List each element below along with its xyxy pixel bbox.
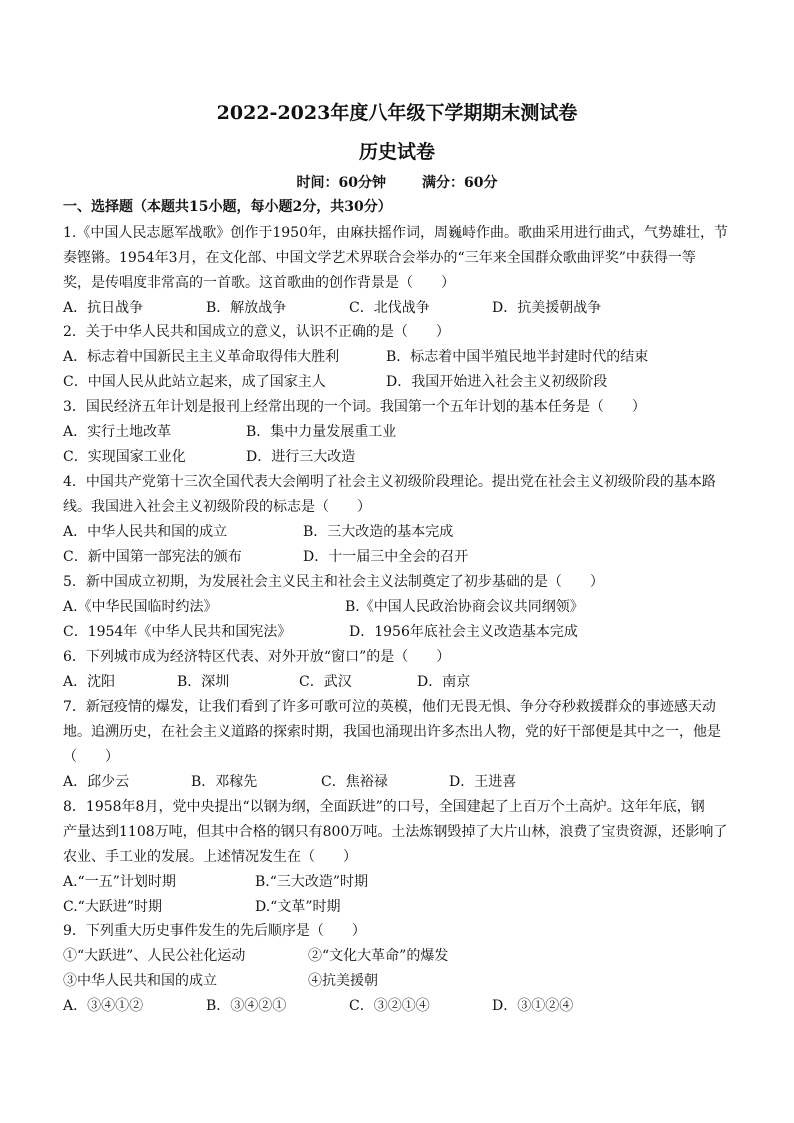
exam-subject: 历史试卷 [358, 141, 435, 163]
question-9-events-row-2 [63, 971, 743, 991]
q9-event-2: ②“文化大革命”的爆发 [308, 948, 449, 964]
question-2-options-row-2 [63, 372, 743, 392]
question-8-stem-line-1: 8．1958年8月，党中央提出“以钢为纲，全面跃进”的口号，全国建起了上百万个土高炉。这年年底，钢 [63, 799, 705, 815]
exam-time: 时间：60分钟 [296, 175, 386, 191]
question-7-stem-line-2: 地。追溯历史，在社会主义道路的探索时期，我国也涌现出许多杰出人物，党的好干部便是其中之一，他是 [63, 724, 721, 740]
q6-option-a: A．沈阳 [63, 674, 116, 690]
q5-option-d: D．1956年底社会主义改造基本完成 [349, 624, 578, 640]
question-3-stem: 3．国民经济五年计划是报刊上经常出现的一个词。我国第一个五年计划的基本任务是（ ） [63, 399, 646, 415]
q9-option-a: A．③④①② [63, 998, 144, 1014]
question-1-stem-line-3: 奖，是传唱度非常高的一首歌。这首歌曲的创作背景是（ ） [63, 275, 455, 291]
q6-option-b: B．深圳 [177, 674, 230, 690]
q5-option-b: B.《中国人民政治协商会议共同纲领》 [345, 599, 584, 615]
q9-option-b: B．③④②① [206, 998, 287, 1014]
exam-info [0, 172, 794, 192]
q9-event-3: ③中华人民共和国的成立 [63, 973, 217, 989]
q7-option-d: D．王进喜 [449, 774, 517, 790]
q2-option-c: C．中国人民从此站立起来，成了国家主人 [63, 374, 326, 390]
q9-event-1: ①“大跃进”、人民公社化运动 [63, 948, 246, 964]
q7-option-b: B．邓稼先 [191, 774, 258, 790]
q7-option-c: C．焦裕禄 [321, 774, 388, 790]
question-5-stem: 5．新中国成立初期，为发展社会主义民主和社会主义法制奠定了初步基础的是（ ） [63, 574, 604, 590]
q6-option-c: C．武汉 [299, 674, 352, 690]
exam-score: 满分：60分 [422, 175, 498, 191]
question-1-options [63, 298, 743, 318]
q8-option-a: A.“一五”计划时期 [63, 874, 176, 890]
section-heading: 一、选择题（本题共15小题，每小题2分，共30分） [63, 199, 392, 215]
q9-event-4: ④抗美援朝 [308, 973, 378, 989]
q2-option-a: A．标志着中国新民主主义革命取得伟大胜利 [63, 349, 340, 365]
exam-title: 2022-2023年度八年级下学期期末测试卷 [216, 102, 578, 124]
question-7-options [63, 772, 743, 792]
question-4-stem-line-1: 4．中国共产党第十三次全国代表大会阐明了社会主义初级阶段理论。提出党在社会主义初级阶段的基本路 [63, 474, 716, 490]
q3-option-c: C．实现国家工业化 [63, 449, 186, 465]
q5-option-c: C．1954年《中华人民共和国宪法》 [63, 624, 292, 640]
q9-option-d: D．③①②④ [492, 998, 574, 1014]
q9-option-c: C．③②①④ [349, 998, 430, 1014]
question-7-stem-line-3: （ ） [63, 749, 119, 765]
q2-option-b: B．标志着中国半殖民地半封建时代的结束 [386, 349, 649, 365]
question-5-options-row-2 [63, 622, 743, 642]
question-2-stem: 2．关于中华人民共和国成立的意义，认识不正确的是（ ） [63, 324, 450, 340]
question-9-events-row-1 [63, 946, 743, 966]
q1-option-a: A．抗日战争 [63, 300, 144, 316]
q8-option-d: D.“文革”时期 [255, 899, 341, 915]
q8-option-c: C.“大跃进”时期 [63, 899, 162, 915]
question-6-options [63, 672, 743, 692]
question-8-options-row-2 [63, 897, 743, 917]
q4-option-a: A．中华人民共和国的成立 [63, 524, 228, 540]
q6-option-d: D．南京 [417, 674, 471, 690]
q8-option-b: B.“三大改造”时期 [255, 874, 369, 890]
question-8-stem-line-3: 农业、手工业的发展。上述情况发生在（ ） [63, 849, 357, 865]
q4-option-d: D．十一届三中全会的召开 [303, 549, 469, 565]
question-4-options-row-1 [63, 522, 743, 542]
question-3-options-row-2 [63, 447, 743, 467]
question-2-options-row-1 [63, 347, 743, 367]
question-4-stem-line-2: 线。我国进入社会主义初级阶段的标志是（ ） [63, 499, 371, 515]
q1-option-c: C．北伐战争 [349, 300, 430, 316]
question-8-options-row-1 [63, 872, 743, 892]
q2-option-d: D．我国开始进入社会主义初级阶段 [386, 374, 608, 390]
question-4-options-row-2 [63, 547, 743, 567]
q5-option-a: A.《中华民国临时约法》 [63, 599, 218, 615]
question-9-stem: 9．下列重大历史事件发生的先后顺序是（ ） [63, 923, 366, 939]
question-8-stem-line-2: 产量达到1108万吨，但其中合格的钢只有800万吨。土法炼钢毁掉了大片山林，浪费了宝贵资源，还影响了 [63, 824, 728, 840]
q3-option-d: D．进行三大改造 [246, 449, 356, 465]
q4-option-c: C．新中国第一部宪法的颁布 [63, 549, 242, 565]
q1-option-b: B．解放战争 [206, 300, 287, 316]
question-1-stem-line-1: 1.《中国人民志愿军战歌》创作于1950年，由麻扶摇作词，周巍峙作曲。歌曲采用进行曲式，气势雄壮，节 [63, 225, 728, 241]
question-7-stem-line-1: 7．新冠疫情的爆发，让我们看到了许多可歌可泣的英模，他们无畏无惧、争分夺秒救援群众的事迹感天动 [63, 699, 716, 715]
question-1-stem-line-2: 奏铿锵。1954年3月，在文化部、中国文学艺术界联合会举办的“三年来全国群众歌曲评奖”中获得一等 [63, 250, 696, 266]
question-3-options-row-1 [63, 422, 743, 442]
q3-option-a: A．实行土地改革 [63, 424, 172, 440]
question-5-options-row-1 [63, 597, 743, 617]
q4-option-b: B．三大改造的基本完成 [303, 524, 454, 540]
q7-option-a: A．邱少云 [63, 774, 130, 790]
q3-option-b: B．集中力量发展重工业 [246, 424, 397, 440]
q1-option-d: D．抗美援朝战争 [492, 300, 602, 316]
question-9-options [63, 996, 743, 1016]
question-6-stem: 6．下列城市成为经济特区代表、对外开放“窗口”的是（ ） [63, 649, 451, 665]
